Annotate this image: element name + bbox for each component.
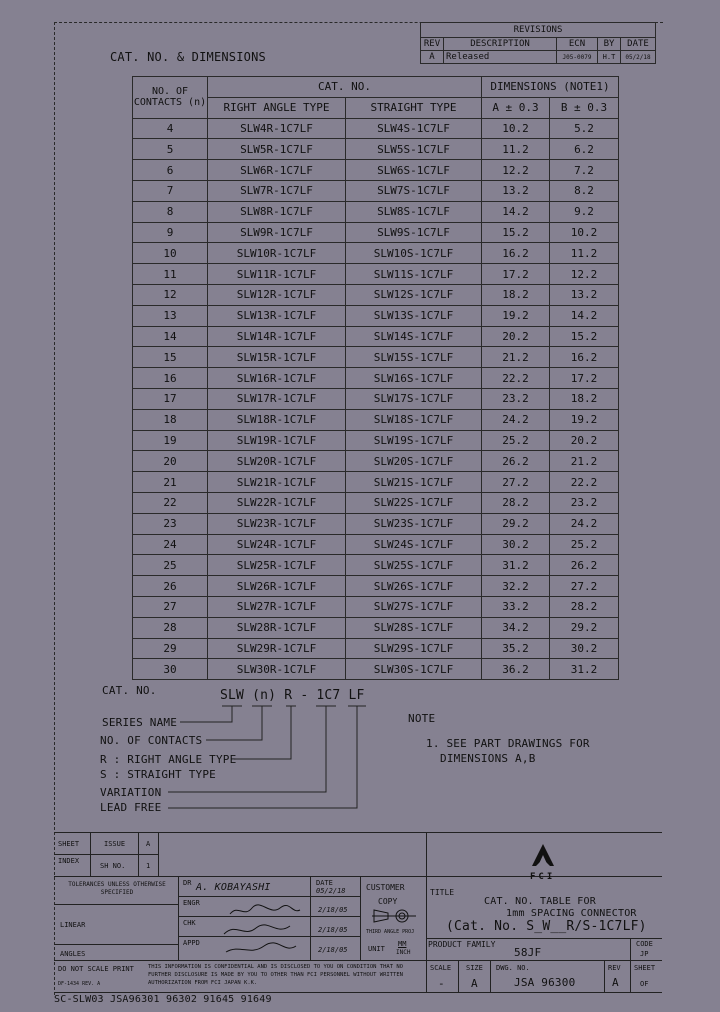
dim-b-cell: 22.2: [550, 472, 619, 493]
dim-b-cell: 27.2: [550, 576, 619, 597]
dim-b-cell: 13.2: [550, 284, 619, 305]
shno-label: SH NO.: [100, 862, 126, 870]
straight-cell: SLW13S-1C7LF: [346, 305, 482, 326]
straight-cell: SLW7S-1C7LF: [346, 180, 482, 201]
right-angle-cell: SLW4R-1C7LF: [208, 118, 346, 139]
date-header: DATE: [621, 38, 656, 51]
legend-series: SERIES NAME: [102, 716, 178, 729]
right-angle-cell: SLW13R-1C7LF: [208, 305, 346, 326]
code-lf: LF: [348, 688, 365, 703]
straight-cell: SLW8S-1C7LF: [346, 201, 482, 222]
do-not-scale: DO NOT SCALE PRINT: [58, 965, 134, 973]
right-angle-cell: SLW29R-1C7LF: [208, 638, 346, 659]
right-angle-cell: SLW23R-1C7LF: [208, 513, 346, 534]
contacts-cell: 9: [133, 222, 208, 243]
straight-cell: SLW25S-1C7LF: [346, 555, 482, 576]
straight-cell: SLW16S-1C7LF: [346, 368, 482, 389]
dim-b-cell: 29.2: [550, 617, 619, 638]
third-angle-symbol: [372, 906, 416, 926]
index-label: INDEX: [58, 857, 80, 865]
dim-b-cell: 31.2: [550, 659, 619, 680]
right-angle-cell: SLW20R-1C7LF: [208, 451, 346, 472]
dim-b-cell: 17.2: [550, 368, 619, 389]
contacts-cell: 16: [133, 368, 208, 389]
right-angle-cell: SLW26R-1C7LF: [208, 576, 346, 597]
date-dr: 05/2/18: [316, 887, 346, 895]
dim-b-cell: 7.2: [550, 160, 619, 181]
engr-label: ENGR: [183, 899, 200, 907]
legend-contacts: NO. OF CONTACTS: [100, 734, 203, 747]
description-header: DESCRIPTION: [444, 38, 557, 51]
dim-a-cell: 23.2: [482, 388, 550, 409]
dim-a-cell: 34.2: [482, 617, 550, 638]
linear-label: LINEAR: [60, 921, 86, 929]
fci-logo-icon: [528, 840, 558, 870]
straight-cell: SLW4S-1C7LF: [346, 118, 482, 139]
note-line2: DIMENSIONS A,B: [440, 752, 536, 765]
right-angle-cell: SLW7R-1C7LF: [208, 180, 346, 201]
shno-value: 1: [146, 862, 151, 870]
contacts-cell: 28: [133, 617, 208, 638]
product-family-label: PRODUCT FAMILY: [428, 940, 496, 949]
straight-cell: SLW18S-1C7LF: [346, 409, 482, 430]
date-engr: 2/18/05: [318, 906, 348, 914]
title-line1: CAT. NO. TABLE FOR: [484, 896, 596, 907]
right-angle-cell: SLW27R-1C7LF: [208, 596, 346, 617]
contacts-cell: 17: [133, 388, 208, 409]
contacts-cell: 10: [133, 243, 208, 264]
contacts-cell: 23: [133, 513, 208, 534]
dim-a-cell: 31.2: [482, 555, 550, 576]
title-label: TITLE: [430, 888, 455, 897]
straight-cell: SLW23S-1C7LF: [346, 513, 482, 534]
dim-a-cell: 36.2: [482, 659, 550, 680]
dim-a-cell: 21.2: [482, 347, 550, 368]
dim-b-cell: 11.2: [550, 243, 619, 264]
size-value: A: [471, 977, 478, 990]
straight-cell: SLW28S-1C7LF: [346, 617, 482, 638]
dim-b-cell: 20.2: [550, 430, 619, 451]
straight-cell: SLW21S-1C7LF: [346, 472, 482, 493]
dim-b-cell: 24.2: [550, 513, 619, 534]
right-angle-cell: SLW15R-1C7LF: [208, 347, 346, 368]
size-label: SIZE: [466, 964, 483, 972]
dim-b-cell: 28.2: [550, 596, 619, 617]
dim-a-cell: 32.2: [482, 576, 550, 597]
code-label: CODE: [636, 940, 653, 948]
note-line1: 1. SEE PART DRAWINGS FOR: [426, 737, 590, 750]
dim-a-cell: 29.2: [482, 513, 550, 534]
dim-b-cell: 21.2: [550, 451, 619, 472]
dim-b-cell: 18.2: [550, 388, 619, 409]
contacts-cell: 18: [133, 409, 208, 430]
customer-label: CUSTOMER: [366, 883, 405, 892]
contacts-cell: 6: [133, 160, 208, 181]
description-value: Released: [444, 51, 557, 64]
straight-cell: SLW27S-1C7LF: [346, 596, 482, 617]
dim-a-cell: 27.2: [482, 472, 550, 493]
dim-b-cell: 30.2: [550, 638, 619, 659]
rev-label: REV: [608, 964, 621, 972]
dwgno-value: JSA 96300: [514, 976, 576, 989]
legend-straight: S : STRAIGHT TYPE: [100, 768, 216, 781]
straight-cell: SLW11S-1C7LF: [346, 264, 482, 285]
dim-a-cell: 30.2: [482, 534, 550, 555]
appd-label: APPD: [183, 939, 200, 947]
straight-cell: SLW24S-1C7LF: [346, 534, 482, 555]
dim-a-cell: 15.2: [482, 222, 550, 243]
dim-a-cell: 17.2: [482, 264, 550, 285]
legend-right: R : RIGHT ANGLE TYPE: [100, 753, 237, 766]
contacts-cell: 19: [133, 430, 208, 451]
angles-label: ANGLES: [60, 950, 86, 958]
dim-b-cell: 25.2: [550, 534, 619, 555]
dim-b-cell: 15.2: [550, 326, 619, 347]
sheet-label: SHEET: [58, 840, 80, 848]
date-label: DATE: [316, 879, 333, 887]
straight-cell: SLW17S-1C7LF: [346, 388, 482, 409]
dim-a-cell: 10.2: [482, 118, 550, 139]
straight-cell: SLW5S-1C7LF: [346, 139, 482, 160]
right-angle-cell: SLW9R-1C7LF: [208, 222, 346, 243]
date-chk: 2/18/05: [318, 926, 348, 934]
title-line2: 1mm SPACING CONNECTOR: [506, 908, 637, 919]
code-n: (n): [252, 688, 277, 703]
right-angle-cell: SLW30R-1C7LF: [208, 659, 346, 680]
contacts-cell: 21: [133, 472, 208, 493]
by-value: H.T: [598, 51, 621, 64]
contacts-cell: 26: [133, 576, 208, 597]
revisions-title: REVISIONS: [421, 23, 656, 38]
rev-value: A: [421, 51, 444, 64]
logo-text: FCI: [530, 872, 556, 882]
right-angle-header: RIGHT ANGLE TYPE: [208, 97, 346, 118]
note-title: NOTE: [408, 712, 436, 725]
right-angle-cell: SLW22R-1C7LF: [208, 492, 346, 513]
right-angle-cell: SLW24R-1C7LF: [208, 534, 346, 555]
section-title: CAT. NO. & DIMENSIONS: [110, 50, 266, 64]
contacts-cell: 5: [133, 139, 208, 160]
contacts-cell: 22: [133, 492, 208, 513]
right-angle-cell: SLW21R-1C7LF: [208, 472, 346, 493]
dim-b-cell: 10.2: [550, 222, 619, 243]
copy-label: COPY: [378, 897, 398, 906]
dim-b-cell: 14.2: [550, 305, 619, 326]
by-header: BY: [598, 38, 621, 51]
dim-a-cell: 24.2: [482, 409, 550, 430]
date-value: 05/2/18: [621, 51, 656, 64]
contacts-cell: 14: [133, 326, 208, 347]
dim-a-cell: 18.2: [482, 284, 550, 305]
dim-a-cell: 12.2: [482, 160, 550, 181]
chk-label: CHK: [183, 919, 196, 927]
right-angle-cell: SLW25R-1C7LF: [208, 555, 346, 576]
catno-legend-label: CAT. NO.: [102, 684, 157, 697]
straight-cell: SLW9S-1C7LF: [346, 222, 482, 243]
code-type: R: [284, 688, 293, 703]
right-angle-cell: SLW5R-1C7LF: [208, 139, 346, 160]
right-angle-cell: SLW17R-1C7LF: [208, 388, 346, 409]
rev-header: REV: [421, 38, 444, 51]
straight-cell: SLW12S-1C7LF: [346, 284, 482, 305]
dim-b-cell: 5.2: [550, 118, 619, 139]
dim-b-cell: 16.2: [550, 347, 619, 368]
right-angle-cell: SLW6R-1C7LF: [208, 160, 346, 181]
unit-label: UNIT: [368, 945, 385, 953]
right-angle-cell: SLW11R-1C7LF: [208, 264, 346, 285]
dim-a-cell: 25.2: [482, 430, 550, 451]
contacts-cell: 24: [133, 534, 208, 555]
right-angle-cell: SLW10R-1C7LF: [208, 243, 346, 264]
scale-value: -: [438, 977, 445, 990]
contacts-cell: 29: [133, 638, 208, 659]
dim-a-cell: 14.2: [482, 201, 550, 222]
signatures: [200, 900, 310, 958]
scale-label: SCALE: [430, 964, 452, 972]
dim-b-cell: 6.2: [550, 139, 619, 160]
code-value: JP: [640, 950, 649, 958]
dim-b-cell: 26.2: [550, 555, 619, 576]
right-angle-cell: SLW16R-1C7LF: [208, 368, 346, 389]
dim-a-cell: 19.2: [482, 305, 550, 326]
contacts-header: NO. OF CONTACTS (n): [133, 77, 208, 119]
unit-value: MM: [398, 940, 407, 948]
dim-b-cell: 19.2: [550, 409, 619, 430]
contacts-cell: 15: [133, 347, 208, 368]
contacts-cell: 13: [133, 305, 208, 326]
contacts-cell: 7: [133, 180, 208, 201]
straight-cell: SLW14S-1C7LF: [346, 326, 482, 347]
contacts-cell: 4: [133, 118, 208, 139]
straight-cell: SLW20S-1C7LF: [346, 451, 482, 472]
dimensions-header: DIMENSIONS (NOTE1): [482, 77, 619, 98]
catno-header: CAT. NO.: [208, 77, 482, 98]
right-angle-cell: SLW8R-1C7LF: [208, 201, 346, 222]
dim-a-cell: 22.2: [482, 368, 550, 389]
straight-cell: SLW15S-1C7LF: [346, 347, 482, 368]
dim-a-header: A ± 0.3: [482, 97, 550, 118]
code-variation: 1C7: [316, 688, 341, 703]
title-line3: (Cat. No. S_W__R/S-1C7LF): [446, 919, 647, 934]
right-angle-cell: SLW12R-1C7LF: [208, 284, 346, 305]
contacts-cell: 11: [133, 264, 208, 285]
right-angle-cell: SLW18R-1C7LF: [208, 409, 346, 430]
ecn-value: J05-0079: [557, 51, 598, 64]
legend-variation: VARIATION: [100, 786, 162, 799]
dim-a-cell: 13.2: [482, 180, 550, 201]
sheet2-value: OF: [640, 980, 649, 988]
straight-cell: SLW30S-1C7LF: [346, 659, 482, 680]
dwgno-label: DWG. NO.: [496, 964, 530, 972]
dim-a-cell: 28.2: [482, 492, 550, 513]
contacts-cell: 27: [133, 596, 208, 617]
dim-b-cell: 12.2: [550, 264, 619, 285]
legend-leadfree: LEAD FREE: [100, 801, 162, 814]
straight-cell: SLW6S-1C7LF: [346, 160, 482, 181]
straight-cell: SLW22S-1C7LF: [346, 492, 482, 513]
product-family-value: 58JF: [514, 946, 542, 959]
straight-cell: SLW10S-1C7LF: [346, 243, 482, 264]
contacts-cell: 20: [133, 451, 208, 472]
issue-label: ISSUE: [104, 840, 126, 848]
dim-a-cell: 35.2: [482, 638, 550, 659]
straight-cell: SLW29S-1C7LF: [346, 638, 482, 659]
third-angle-label: THIRD ANGLE PROJ: [366, 929, 415, 935]
straight-cell: SLW19S-1C7LF: [346, 430, 482, 451]
dim-a-cell: 20.2: [482, 326, 550, 347]
issue-value: A: [146, 840, 151, 848]
contacts-cell: 8: [133, 201, 208, 222]
footer-ref: SC-SLW03 JSA96301 96302 91645 91649: [54, 994, 272, 1005]
dim-a-cell: 11.2: [482, 139, 550, 160]
straight-cell: SLW26S-1C7LF: [346, 576, 482, 597]
form-number: DF-1434 REV. A: [58, 981, 101, 987]
right-angle-cell: SLW19R-1C7LF: [208, 430, 346, 451]
ecn-header: ECN: [557, 38, 598, 51]
dim-b-cell: 9.2: [550, 201, 619, 222]
tolerances-label: TOLERANCES UNLESS OTHERWISE SPECIFIED: [68, 881, 166, 896]
dim-b-cell: 23.2: [550, 492, 619, 513]
drawer-name: A. KOBAYASHI: [196, 882, 271, 893]
rev-value-tb: A: [612, 976, 619, 989]
contacts-cell: 12: [133, 284, 208, 305]
contacts-cell: 30: [133, 659, 208, 680]
sheet2-label: SHEET: [634, 964, 656, 972]
code-series: SLW: [220, 688, 245, 703]
dim-a-cell: 26.2: [482, 451, 550, 472]
unit-sub: INCH: [396, 949, 411, 956]
contacts-cell: 25: [133, 555, 208, 576]
dim-a-cell: 16.2: [482, 243, 550, 264]
dim-b-cell: 8.2: [550, 180, 619, 201]
dim-a-cell: 33.2: [482, 596, 550, 617]
dim-b-header: B ± 0.3: [550, 97, 619, 118]
date-appd: 2/18/05: [318, 946, 348, 954]
confidential-notice: THIS INFORMATION IS CONFIDENTIAL AND IS DISCLOSED TO YOU ON CONDITION THAT NO FURTHER DISCLOSURE IS MADE BY YOU TO OTHER THAN FCI PERSONNEL WITHOUT WRITTEN AUTHORIZATION FROM FCI JAPAN K.K.: [148, 964, 403, 986]
straight-header: STRAIGHT TYPE: [346, 97, 482, 118]
right-angle-cell: SLW28R-1C7LF: [208, 617, 346, 638]
code-dash: -: [300, 688, 309, 703]
dr-label: DR: [183, 879, 192, 887]
right-angle-cell: SLW14R-1C7LF: [208, 326, 346, 347]
